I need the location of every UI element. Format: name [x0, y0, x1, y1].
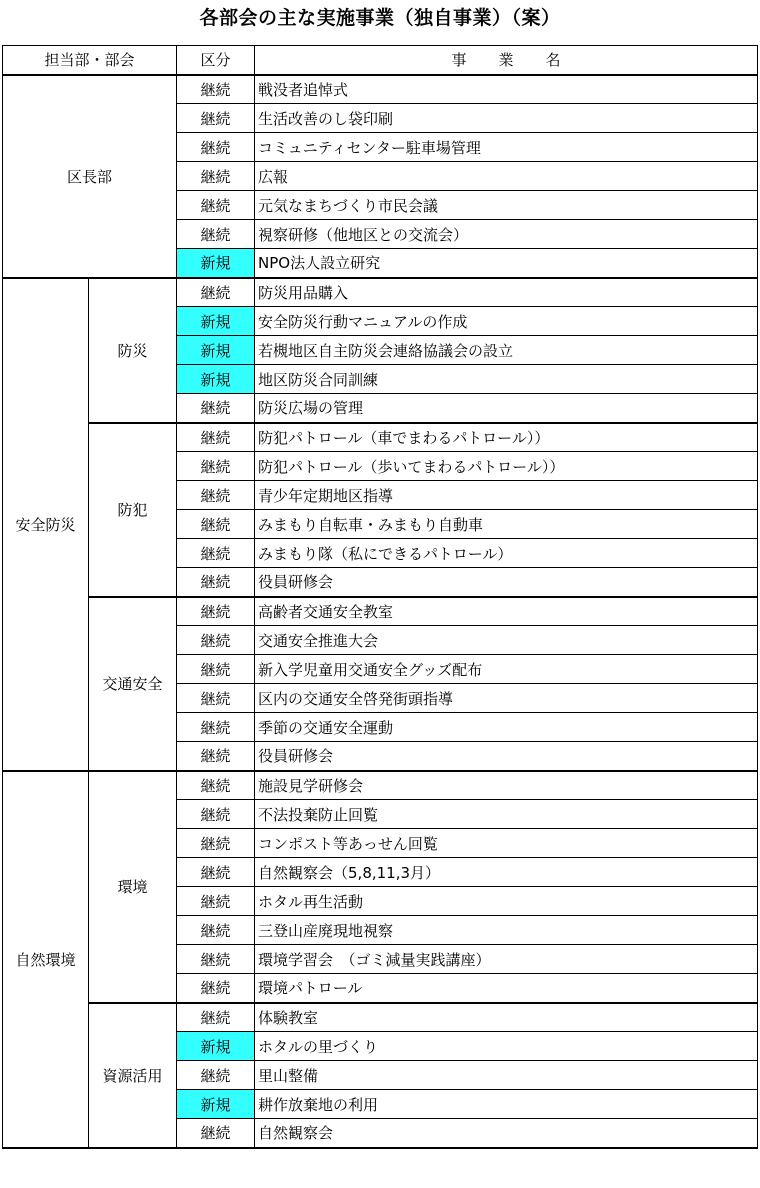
kubun-cell: 継続: [177, 394, 255, 423]
page-title: 各部会の主な実施事業（独自事業）（案）: [199, 7, 561, 29]
project-name-cell: 季節の交通安全運動: [255, 713, 758, 742]
project-name-cell: 元気なまちづくり市民会議: [255, 191, 758, 220]
subcommittee-cell: 環境: [89, 771, 177, 1003]
project-table: [2, 45, 758, 1149]
kubun-cell: 継続: [177, 713, 255, 742]
kubun-cell: 継続: [177, 887, 255, 916]
kubun-cell: 新規: [177, 307, 255, 336]
dept-cell: 自然環境: [3, 771, 89, 1148]
kubun-cell: 継続: [177, 829, 255, 858]
project-name-cell: 役員研修会: [255, 568, 758, 597]
kubun-cell: 継続: [177, 104, 255, 133]
kubun-cell: 継続: [177, 220, 255, 249]
project-name-cell: 防災用品購入: [255, 278, 758, 307]
project-name-cell: NPO法人設立研究: [255, 249, 758, 278]
subcommittee-cell: 防犯: [89, 423, 177, 597]
kubun-cell: 継続: [177, 626, 255, 655]
project-name-cell: コミュニティセンター駐車場管理: [255, 133, 758, 162]
table-row: [3, 1003, 758, 1032]
dept-cell: 区長部: [3, 75, 177, 278]
project-name-cell: 防犯パトロール（車でまわるパトロール））: [255, 423, 758, 452]
project-name-cell: 役員研修会: [255, 742, 758, 771]
kubun-cell: 継続: [177, 1003, 255, 1032]
kubun-cell: 継続: [177, 655, 255, 684]
project-name-cell: 交通安全推進大会: [255, 626, 758, 655]
project-name-cell: 体験教室: [255, 1003, 758, 1032]
kubun-cell: 継続: [177, 916, 255, 945]
project-name-cell: 防犯パトロール（歩いてまわるパトロール））: [255, 452, 758, 481]
project-name-cell: 自然観察会: [255, 1119, 758, 1148]
project-name-cell: 里山整備: [255, 1061, 758, 1090]
kubun-cell: 継続: [177, 539, 255, 568]
kubun-cell: 継続: [177, 162, 255, 191]
kubun-cell: 継続: [177, 568, 255, 597]
project-name-cell: 耕作放棄地の利用: [255, 1090, 758, 1119]
project-name-cell: 環境学習会 （ゴミ減量実践講座）: [255, 945, 758, 974]
table-row: [3, 597, 758, 626]
kubun-cell: 継続: [177, 75, 255, 104]
project-name-cell: 地区防災合同訓練: [255, 365, 758, 394]
project-name-cell: ホタル再生活動: [255, 887, 758, 916]
kubun-cell: 継続: [177, 684, 255, 713]
header-dept: 担当部・部会: [3, 46, 177, 75]
project-name-cell: 青少年定期地区指導: [255, 481, 758, 510]
kubun-cell: 継続: [177, 133, 255, 162]
kubun-cell: 継続: [177, 481, 255, 510]
kubun-cell: 継続: [177, 191, 255, 220]
kubun-cell: 継続: [177, 423, 255, 452]
project-name-cell: みまもり隊（私にできるパトロール）: [255, 539, 758, 568]
table-row: [3, 75, 758, 104]
kubun-cell: 継続: [177, 800, 255, 829]
project-name-cell: 視察研修（他地区との交流会）: [255, 220, 758, 249]
project-name-cell: 自然観察会（5,8,11,3月）: [255, 858, 758, 887]
header-jigyo: 事 業 名: [255, 46, 758, 75]
project-name-cell: 不法投棄防止回覧: [255, 800, 758, 829]
kubun-cell: 継続: [177, 974, 255, 1003]
project-name-cell: 戦没者追悼式: [255, 75, 758, 104]
subcommittee-cell: 交通安全: [89, 597, 177, 771]
kubun-cell: 新規: [177, 336, 255, 365]
project-name-cell: 高齢者交通安全教室: [255, 597, 758, 626]
project-name-cell: 環境パトロール: [255, 974, 758, 1003]
project-name-cell: 施設見学研修会: [255, 771, 758, 800]
dept-cell: 安全防災: [3, 278, 89, 771]
kubun-cell: 継続: [177, 945, 255, 974]
kubun-cell: 新規: [177, 249, 255, 278]
project-name-cell: コンポスト等あっせん回覧: [255, 829, 758, 858]
project-name-cell: 安全防災行動マニュアルの作成: [255, 307, 758, 336]
project-name-cell: 新入学児童用交通安全グッズ配布: [255, 655, 758, 684]
kubun-cell: 継続: [177, 858, 255, 887]
kubun-cell: 継続: [177, 1119, 255, 1148]
project-name-cell: ホタルの里づくり: [255, 1032, 758, 1061]
project-name-cell: 広報: [255, 162, 758, 191]
subcommittee-cell: 防災: [89, 278, 177, 423]
kubun-cell: 継続: [177, 1061, 255, 1090]
project-name-cell: 若槻地区自主防災会連絡協議会の設立: [255, 336, 758, 365]
kubun-cell: 継続: [177, 771, 255, 800]
table-row: [3, 423, 758, 452]
kubun-cell: 継続: [177, 597, 255, 626]
kubun-cell: 継続: [177, 510, 255, 539]
project-name-cell: 生活改善のし袋印刷: [255, 104, 758, 133]
project-name-cell: みまもり自転車・みまもり自動車: [255, 510, 758, 539]
table-row: [3, 278, 758, 307]
header-row: [3, 46, 758, 75]
project-name-cell: 防災広場の管理: [255, 394, 758, 423]
kubun-cell: 新規: [177, 1090, 255, 1119]
kubun-cell: 継続: [177, 742, 255, 771]
kubun-cell: 新規: [177, 1032, 255, 1061]
kubun-cell: 新規: [177, 365, 255, 394]
header-kubun: 区分: [177, 46, 255, 75]
kubun-cell: 継続: [177, 278, 255, 307]
project-name-cell: 三登山産廃現地視察: [255, 916, 758, 945]
subcommittee-cell: 資源活用: [89, 1003, 177, 1148]
kubun-cell: 継続: [177, 452, 255, 481]
project-name-cell: 区内の交通安全啓発街頭指導: [255, 684, 758, 713]
table-row: [3, 771, 758, 800]
